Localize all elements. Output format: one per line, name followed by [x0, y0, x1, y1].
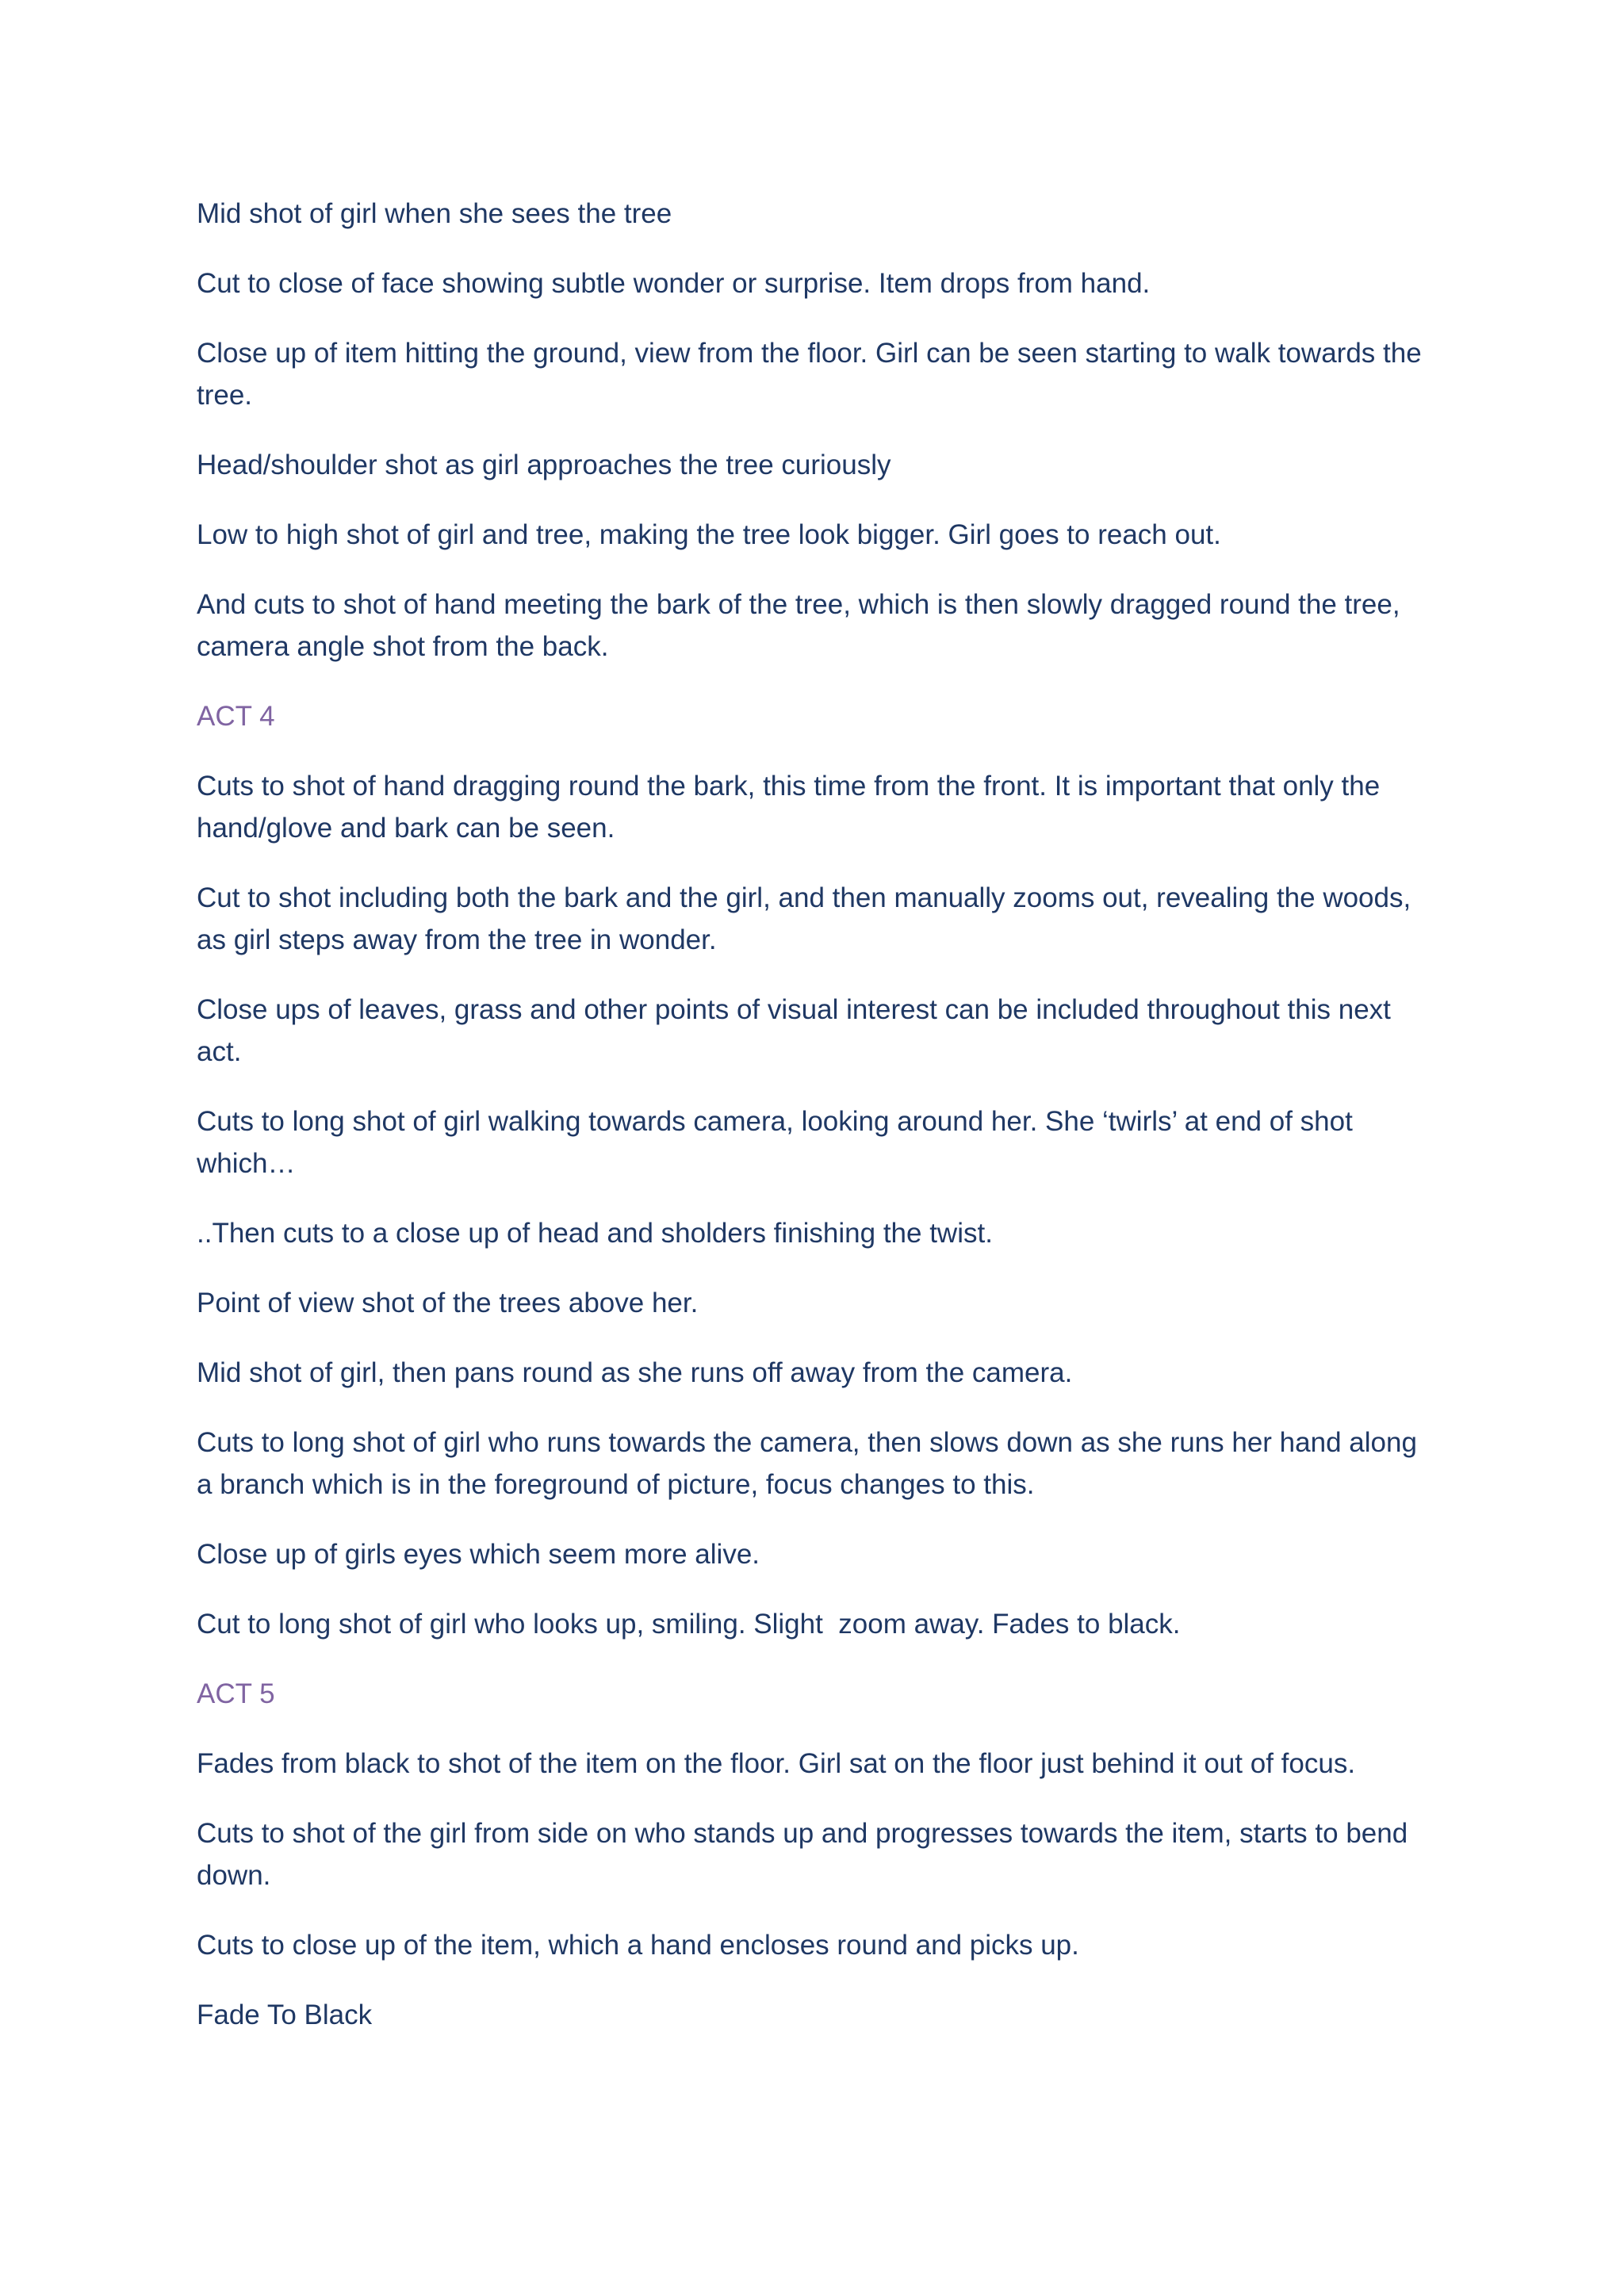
paragraph: Close ups of leaves, grass and other points of visual interest can be included throughout this next act.: [197, 994, 1399, 1067]
paragraph: Cut to close of face showing subtle wonder or surprise. Item drops from hand.: [197, 268, 1151, 299]
paragraph: Cut to shot including both the bark and the girl, and then manually zooms out, revealing the woods, as girl steps away from the tree in wonder.: [197, 882, 1419, 955]
paragraph: Cuts to long shot of girl walking towards camera, looking around her. She ‘twirls’ at end of shot which…: [197, 1106, 1361, 1179]
paragraph: ..Then cuts to a close up of head and sholders finishing the twist.: [197, 1218, 993, 1249]
paragraph: Close up of item hitting the ground, view from the floor. Girl can be seen starting to walk towards the tree.: [197, 338, 1430, 411]
paragraph: Point of view shot of the trees above her.: [197, 1288, 699, 1318]
paragraph: Cuts to shot of the girl from side on who stands up and progresses towards the item, starts to bend down.: [197, 1818, 1415, 1891]
paragraph: Close up of girls eyes which seem more alive.: [197, 1539, 760, 1570]
paragraph: Head/shoulder shot as girl approaches the tree curiously: [197, 450, 891, 480]
paragraph: Cut to long shot of girl who looks up, smiling. Slight zoom away. Fades to black.: [197, 1609, 1181, 1640]
paragraph: Mid shot of girl when she sees the tree: [197, 198, 672, 229]
paragraph: Mid shot of girl, then pans round as she runs off away from the camera.: [197, 1357, 1073, 1388]
paragraph: Cuts to shot of hand dragging round the bark, this time from the front. It is important that only the hand/glove and bark can be seen.: [197, 771, 1388, 844]
paragraph: And cuts to shot of hand meeting the bark of the tree, which is then slowly dragged round the tree, camera angle shot from the back.: [197, 589, 1408, 662]
act-heading: ACT 5: [197, 1678, 275, 1709]
paragraph: Cuts to long shot of girl who runs towards the camera, then slows down as she runs her hand along a branch which is in the foreground of picture, focus changes to this.: [197, 1427, 1425, 1500]
paragraph: Fade To Black: [197, 1999, 373, 2030]
paragraph: Fades from black to shot of the item on the floor. Girl sat on the floor just behind it out of focus.: [197, 1748, 1356, 1779]
document-body: [197, 193, 1434, 2064]
paragraph: Cuts to close up of the item, which a hand encloses round and picks up.: [197, 1930, 1079, 1961]
act-heading: ACT 4: [197, 701, 275, 732]
paragraph: Low to high shot of girl and tree, making the tree look bigger. Girl goes to reach out.: [197, 519, 1221, 550]
